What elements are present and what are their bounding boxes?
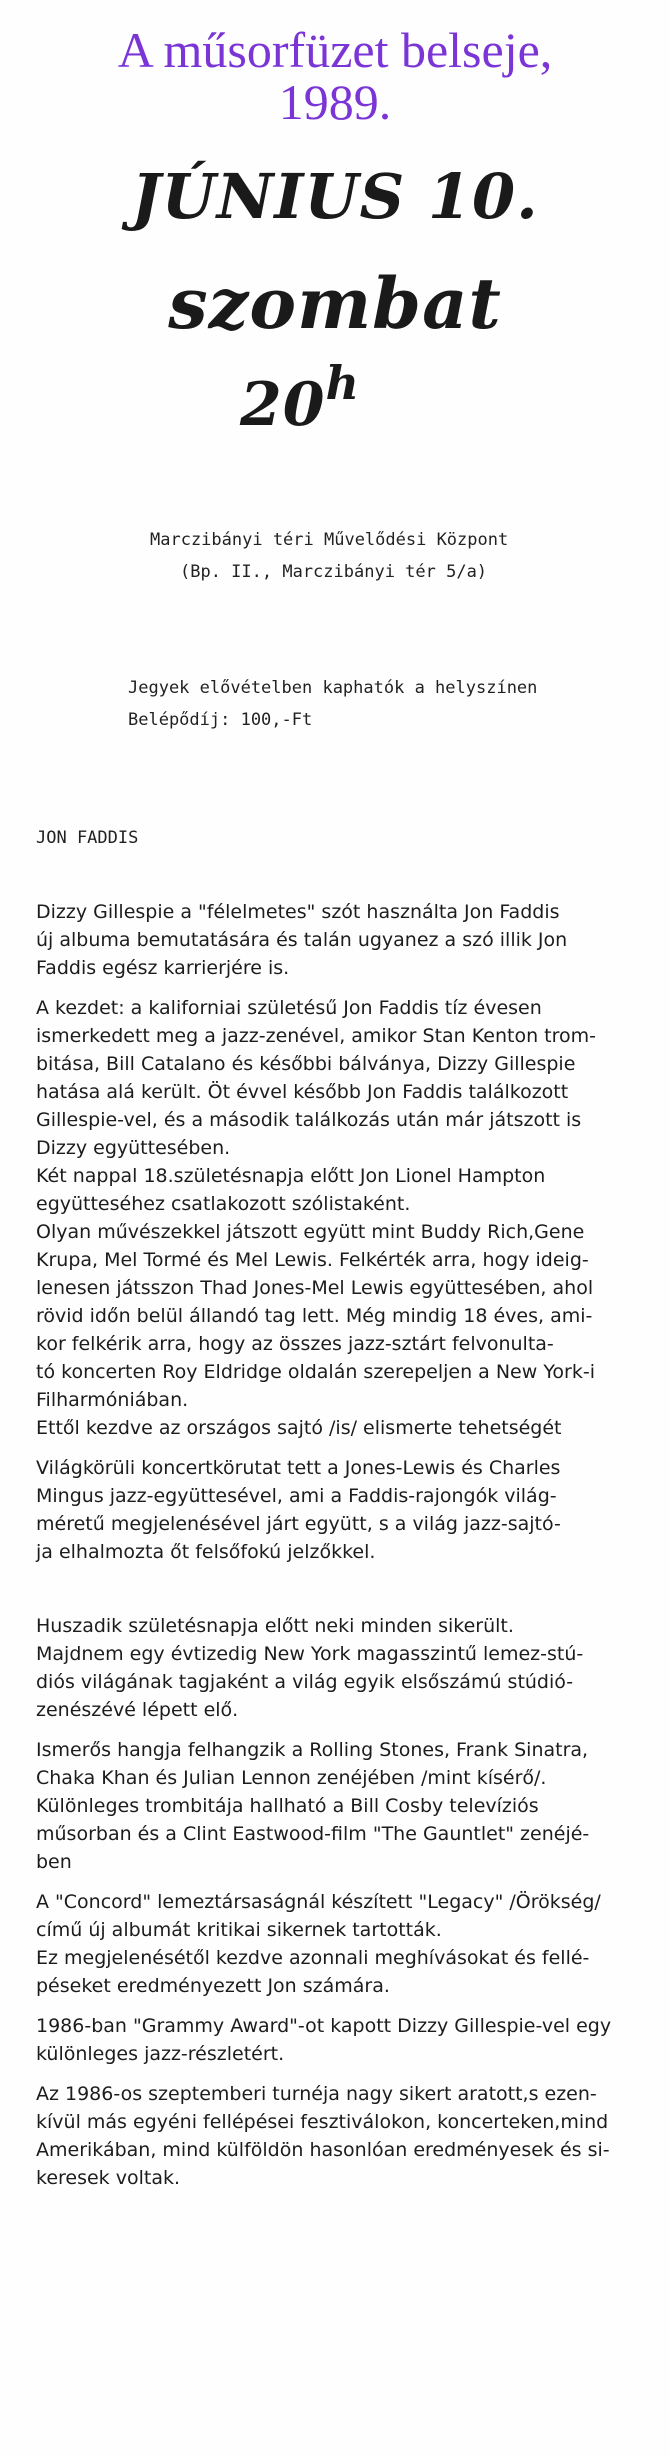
- article-line: Gillespie-vel, és a második találkozás után már játszott is: [36, 1109, 582, 1131]
- article-line: című új albumát kritikai sikernek tartották.: [36, 1919, 442, 1941]
- article-line: Két nappal 18.születésnapja előtt Jon Lionel Hampton: [36, 1165, 546, 1187]
- article-line: ben: [36, 1851, 72, 1873]
- article-line: A kezdet: a kaliforniai születésű Jon Faddis tíz évesen: [36, 997, 542, 1019]
- article-body: [36, 898, 648, 2192]
- article-line: rövid időn belül állandó tag lett. Még mindig 18 éves, ami-: [36, 1305, 593, 1327]
- article-line: Majdnem egy évtizedig New York magasszintű lemez-stú-: [36, 1643, 584, 1665]
- article-line: A "Concord" lemeztársaságnál készített "Legacy" /Örökség/: [36, 1891, 601, 1913]
- article-line: méretű megjelenésével járt együtt, s a világ jazz-sajtó-: [36, 1513, 561, 1535]
- article-line: ismerkedett meg a jazz-zenével, amikor Stan Kenton trom-: [36, 1025, 596, 1047]
- article-line: 1986-ban "Grammy Award"-ot kapott Dizzy Gillespie-vel egy: [36, 2015, 612, 2037]
- article-line: Krupa, Mel Tormé és Mel Lewis. Felkérték arra, hogy ideig-: [36, 1249, 589, 1271]
- article-line: zenészévé lépett elő.: [36, 1699, 239, 1721]
- article-line: Ettől kezdve az országos sajtó /is/ elismerte tehetségét: [36, 1417, 562, 1439]
- headline-day: szombat: [168, 262, 502, 345]
- headline-date: JÚNIUS 10.: [131, 160, 539, 233]
- article-line: Dizzy együttesében.: [36, 1137, 231, 1159]
- article-line: kor felkérik arra, hogy az összes jazz-sztárt felvonulta-: [36, 1333, 554, 1355]
- article-line: Különleges trombitája hallható a Bill Cosby televíziós: [36, 1795, 539, 1817]
- article-line: Chaka Khan és Julian Lennon zenéjében /mint kísérő/.: [36, 1767, 547, 1789]
- time-hour-mark: h: [325, 356, 360, 410]
- ticket-info: Jegyek elővételben kaphatók a helyszínen: [128, 678, 538, 698]
- caption-line-2: 1989.: [278, 74, 392, 130]
- time-number: 20: [240, 370, 326, 440]
- article-line: különleges jazz-részletért.: [36, 2043, 285, 2065]
- article-line: Világkörüli koncertkörutat tett a Jones-Lewis és Charles: [36, 1457, 561, 1479]
- article-line: lenesen játsszon Thad Jones-Mel Lewis együttesében, ahol: [36, 1277, 594, 1299]
- article-line: Dizzy Gillespie a "félelmetes" szót használta Jon Faddis: [36, 901, 560, 923]
- article-line: kívül más egyéni fellépései fesztiválokon, koncerteken,mind: [36, 2111, 609, 2133]
- article-line: Filharmóniában.: [36, 1389, 189, 1411]
- article-line: bitása, Bill Catalano és későbbi bálványa, Dizzy Gillespie: [36, 1053, 576, 1075]
- article-line: diós világának tagjaként a világ egyik elsőszámú stúdió-: [36, 1671, 574, 1693]
- article-line: Olyan művészekkel játszott együtt mint Buddy Rich,Gene: [36, 1221, 585, 1243]
- article-line: tó koncerten Roy Eldridge oldalán szerepeljen a New York-i: [36, 1361, 595, 1383]
- article-line: Faddis egész karrierjére is.: [36, 957, 290, 979]
- caption-line-1: A műsorfüzet belseje,: [117, 22, 553, 78]
- article-line: Ez megjelenésétől kezdve azonnali meghívásokat és fellé-: [36, 1947, 590, 1969]
- article-line: Mingus jazz-együttesével, ami a Faddis-rajongók világ-: [36, 1485, 557, 1507]
- headline-time: [240, 356, 360, 440]
- article-line: új albuma bemutatására és talán ugyanez a szó illik Jon: [36, 929, 568, 951]
- article-line: Ismerős hangja felhangzik a Rolling Stones, Frank Sinatra,: [36, 1739, 589, 1761]
- article-line: Huszadik születésnapja előtt neki minden sikerült.: [36, 1615, 514, 1637]
- article-line: hatása alá került. Öt évvel később Jon Faddis találkozott: [36, 1081, 569, 1103]
- article-line: műsorban és a Clint Eastwood-film "The Gauntlet" zenéjé-: [36, 1823, 590, 1845]
- article-line: keresek voltak.: [36, 2167, 181, 2189]
- photo-caption: [0, 24, 670, 128]
- venue-address: (Bp. II., Marczibányi tér 5/a): [180, 562, 488, 582]
- article-title: JON FADDIS: [36, 828, 139, 848]
- article-line: péseket eredményezett Jon számára.: [36, 1975, 390, 1997]
- entry-fee: Belépődíj: 100,-Ft: [128, 710, 313, 730]
- article-line: együtteséhez csatlakozott szólistaként.: [36, 1193, 411, 1215]
- article-line: Amerikában, mind külföldön hasonlóan eredményesek és si-: [36, 2139, 610, 2161]
- article-line: ja elhalmozta őt felsőfokú jelzőkkel.: [36, 1541, 376, 1563]
- article-line: Az 1986-os szeptemberi turnéja nagy sikert aratott,s ezen-: [36, 2083, 597, 2105]
- venue-name: Marczibányi téri Művelődési Központ: [150, 530, 509, 550]
